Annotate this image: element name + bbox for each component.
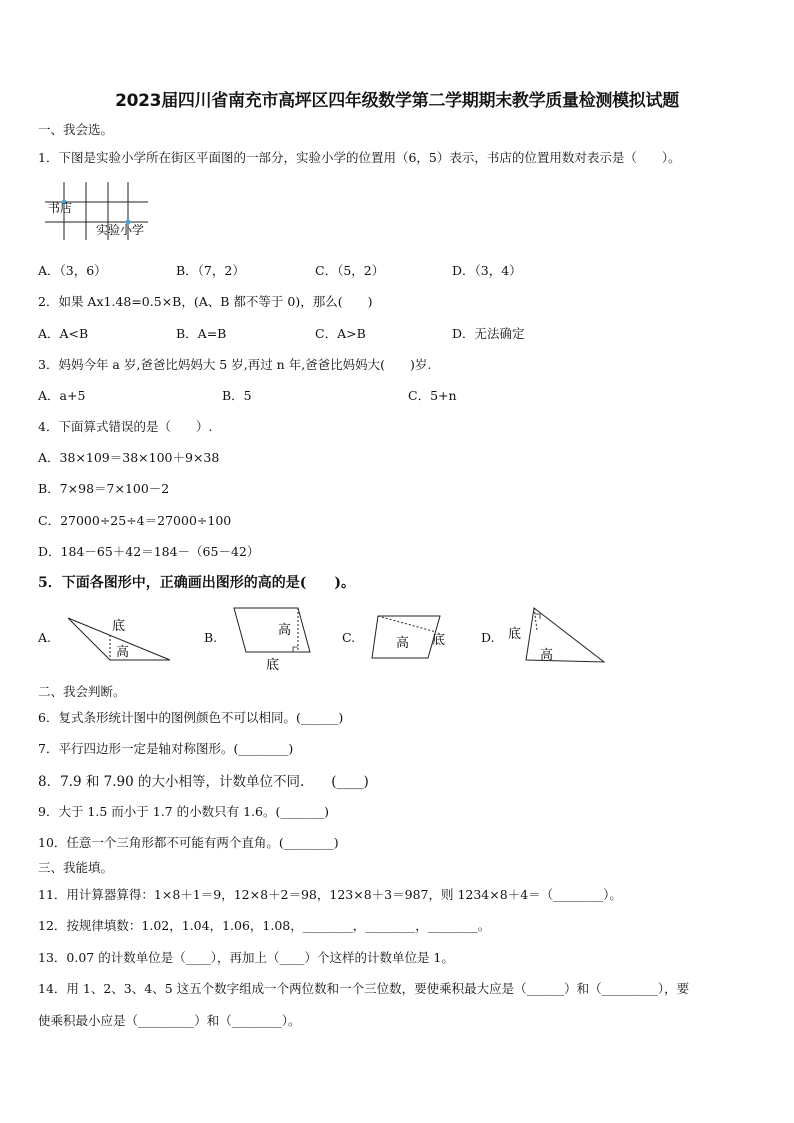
question-14-text: 14．用 1、2、3、4、5 这五个数字组成一个两位数和一个三位数，要使乘积最大应是（______）和（_________），要 xyxy=(38,981,690,996)
q2-option-b: B．A=B xyxy=(176,326,227,341)
q4-option-a: A．38×109＝38×100＋9×38 xyxy=(38,450,220,465)
q3-option-a: A．a+5 xyxy=(38,388,86,403)
question-11-text: 11．用计算器算得：1×8＋1＝9，12×8＋2＝98，123×8＋3＝987，则 1234×8＋4＝（________）。 xyxy=(38,887,622,902)
question-14-text-cont: 使乘积最小应是（_________）和（________）。 xyxy=(38,1013,301,1028)
q5-figure-c xyxy=(366,610,476,666)
q5-d-height-label: 高 xyxy=(540,648,554,663)
question-7-text: 7．平行四边形一定是轴对称图形。(________) xyxy=(38,741,294,756)
page-title: 2023届四川省南充市高坪区四年级数学第二学期期末教学质量检测模拟试题 xyxy=(115,91,679,111)
q5-a-base-label: 底 xyxy=(112,619,126,634)
q3-option-b: B．5 xyxy=(222,388,252,403)
section-heading-3: 三、我能填。 xyxy=(38,860,114,875)
question-12-text: 12．按规律填数：1.02，1.04，1.06，1.08，________，________，________。 xyxy=(38,918,491,933)
q2-option-c: C．A>B xyxy=(315,326,366,341)
q5-b-base-label: 底 xyxy=(266,658,280,673)
school-label: 实验小学 xyxy=(96,223,145,237)
q5-b-height-label: 高 xyxy=(278,623,292,638)
q5-d-base-label: 底 xyxy=(508,627,522,642)
q2-option-d: D．无法确定 xyxy=(452,326,525,341)
q5-option-d: D. xyxy=(481,630,495,645)
q5-option-c: C. xyxy=(342,630,356,645)
q5-c-base-label: 底 xyxy=(432,633,446,648)
street-map-figure xyxy=(40,180,170,242)
q1-option-a: A．（3，6） xyxy=(38,263,107,278)
q2-option-a: A．A<B xyxy=(38,326,89,341)
q5-a-height-label: 高 xyxy=(116,645,130,660)
q5-c-height-label: 高 xyxy=(396,636,410,651)
bookstore-label: 书店 xyxy=(48,201,73,215)
question-1-text: 1．下图是实验小学所在街区平面图的一部分，实验小学的位置用（6，5）表示，书店的位置用数对表示是（ ）。 xyxy=(38,150,681,165)
q1-option-d: D．（3，4） xyxy=(452,263,522,278)
question-3-text: 3．妈妈今年 a 岁,爸爸比妈妈大 5 岁,再过 n 年,爸爸比妈妈大( )岁. xyxy=(38,357,432,372)
q5-figure-b xyxy=(228,604,318,674)
question-8-text: 8．7.9 和 7.90 的大小相等，计数单位不同. (____) xyxy=(38,774,369,790)
q5-figure-d xyxy=(504,604,610,666)
q4-option-b: B．7×98＝7×100－2 xyxy=(38,481,170,496)
section-heading-2: 二、我会判断。 xyxy=(38,684,126,699)
question-13-text: 13．0.07 的计数单位是（____），再加上（____）个这样的计数单位是 1。 xyxy=(38,950,454,965)
q5-option-b: B. xyxy=(204,630,218,645)
q1-option-c: C．（5，2） xyxy=(315,263,385,278)
question-5-text: 5．下面各图形中，正确画出图形的高的是( )。 xyxy=(38,575,355,591)
q3-option-c: C．5+n xyxy=(408,388,457,403)
question-10-text: 10．任意一个三角形都不可能有两个直角。(________) xyxy=(38,835,339,850)
q4-option-c: C．27000÷25÷4＝27000÷100 xyxy=(38,513,232,528)
q1-option-b: B．（7，2） xyxy=(176,263,245,278)
q5-figure-a xyxy=(62,612,177,664)
section-heading-1: 一、我会选。 xyxy=(38,122,114,137)
question-2-text: 2．如果 Ax1.48=0.5×B，(A、B 都不等于 0)，那么( ) xyxy=(38,294,373,309)
question-9-text: 9．大于 1.5 而小于 1.7 的小数只有 1.6。(_______) xyxy=(38,804,329,819)
q4-option-d: D．184－65＋42＝184－（65－42） xyxy=(38,544,260,559)
question-6-text: 6．复式条形统计图中的图例颜色不可以相同。(______) xyxy=(38,710,344,725)
q5-option-a: A. xyxy=(38,630,52,645)
question-4-text: 4．下面算式错误的是（ ）. xyxy=(38,419,213,434)
